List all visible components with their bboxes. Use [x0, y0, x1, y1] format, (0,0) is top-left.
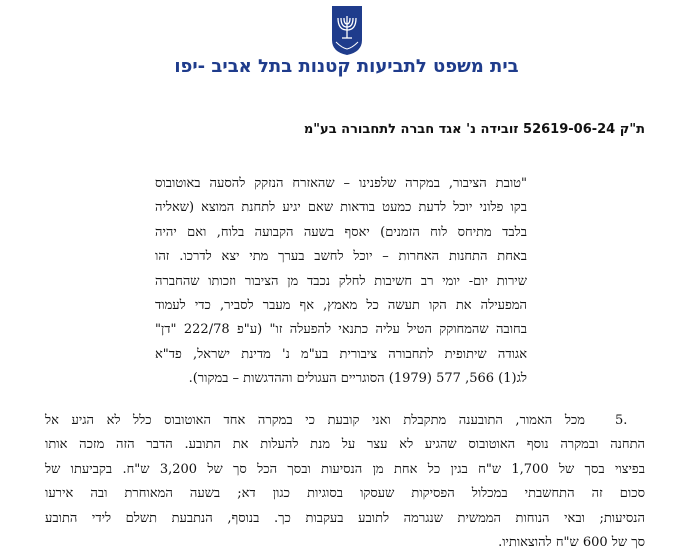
state-emblem-icon — [330, 4, 364, 56]
quote-line: אגודה שיתופית לתחבורה ציבורית בע"מ נ' מדינת ישראל, פד"א — [155, 346, 527, 362]
quote-line: באחת התחנות האחרות – יוכל לחשב בערך מתי יצא לדרכו. זהו — [155, 249, 527, 265]
case-title: ת"ק 52619-06-24 זובידה נ' אגד חברה לתחבורה בע"מ — [303, 122, 645, 137]
paragraph-line: סכום זה התחשבתי במכלול הפסיקות שעסקו בסוגיות כגון דא; בשעה המאוחרת ובה אירעו — [45, 486, 645, 502]
quote-line: שירות יום- יומי רב חשיבות לחלק נכבד מן הציבור וזכותו שהחברה — [155, 273, 527, 289]
quote-line: בלבד מתיחס לוח הזמנים) יאסף בשעה הקבועה בלוח, ואם יהיה — [155, 224, 527, 240]
paragraph-line: סך של 600 ש"ח להוצאותיו. — [498, 535, 645, 551]
quote-line: המפעילה את הקו תעשה כל מאמץ, אף מעבר לסביר, כדי לעמוד — [155, 298, 527, 314]
ruling-paragraph — [45, 409, 645, 555]
court-name-heading: בית משפט לתביעות קטנות בתל אביב -יפו — [174, 56, 519, 77]
paragraph-number: 5. — [615, 413, 628, 428]
quote-line: בקו פלוני יוכל לדעת כמעט בודאות שאם יגיע לתחנת המוצא (שאליה — [155, 200, 527, 216]
paragraph-line: מכל האמור, התובענה מתקבלת ואני קובעת כי במקרה אחד האוטובוס כלל לא הגיע אל — [45, 413, 585, 428]
paragraph-line: התחנה ובמקרה נוסף האוטובוס שהגיע לא עצר על מנת להעלות את התובע. הדבר הזה מזכה אותו — [45, 437, 645, 453]
quoted-ruling — [155, 172, 527, 392]
quote-line: בחובה שהמחוקק הטיל עליה כתנאי להפעלה זו" (ע"פ 222/78 "דן" — [155, 322, 527, 338]
quote-line: לג(1) 566, 577 (1979) הסוגריים העגולים וההדגשות – במקור). — [188, 371, 527, 387]
paragraph-line: בפיצוי בסך של 1,700 ש"ח בגין כל אחת מן הנסיעות ובסך הכל סך של 3,200 ש"ח. בקביעתו של — [45, 461, 645, 477]
paragraph-line: הנסיעות; ובאי הנוחות הממשית שנגרמה לתובע בעקבות כך. בנוסף, הנתבעת תשלם לידי התובע — [45, 510, 645, 526]
quote-line: "טובת הציבור, במקרה שלפנינו – שהאזרח הנזקק להסעה באוטובוס — [155, 176, 527, 191]
